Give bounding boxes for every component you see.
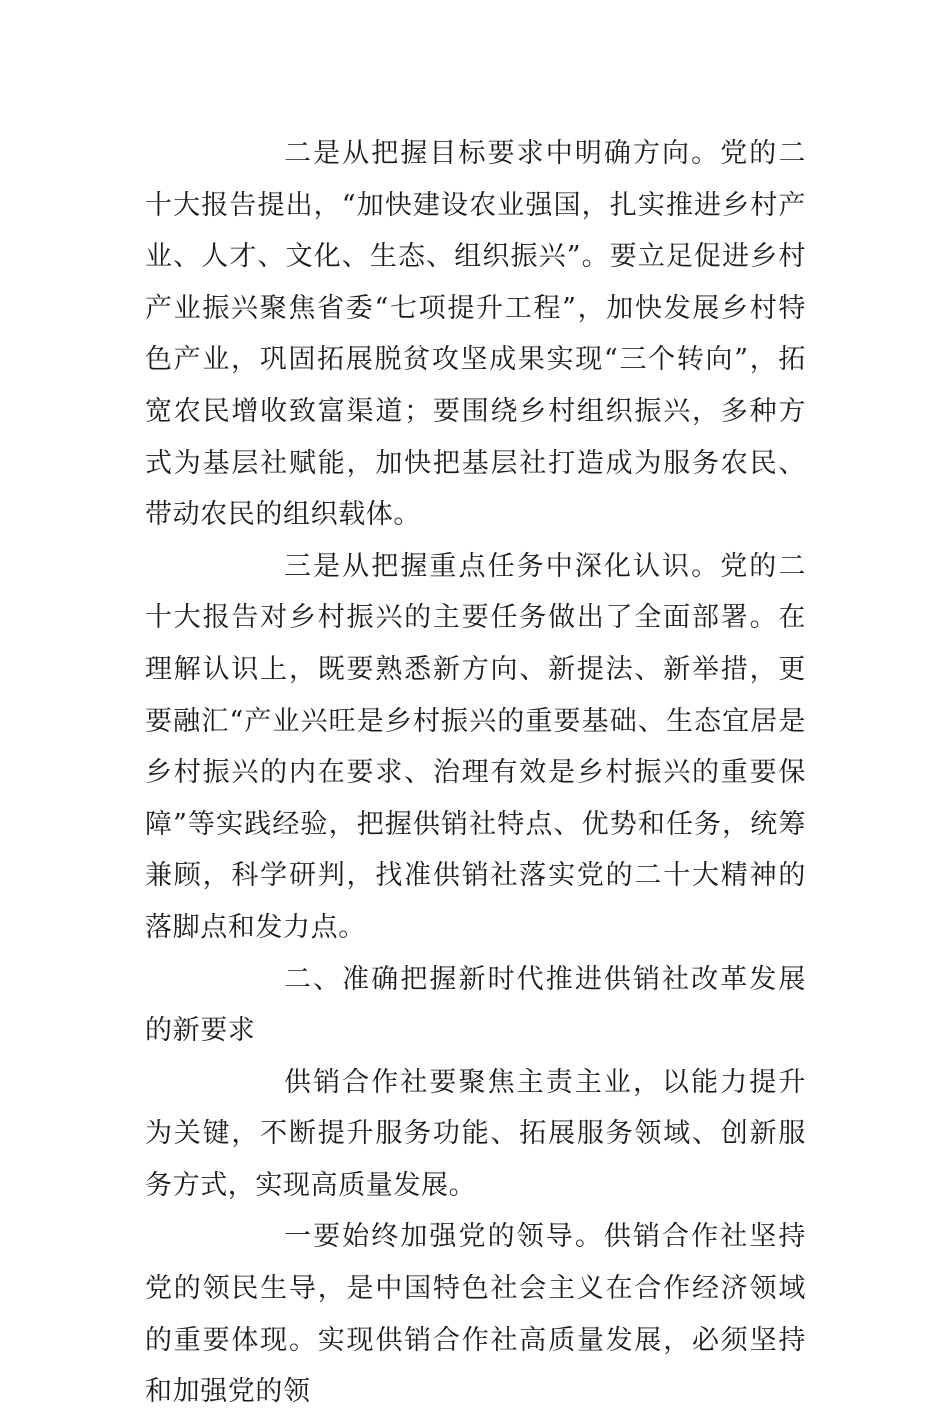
paragraph-party-leadership: 一要始终加强党的领导。供销合作社坚持党的领民生导，是中国特色社会主义在合作经济领域的重要体现。实现供销合作社高质量发展，必须坚持和加强党的领 bbox=[145, 1221, 806, 1408]
paragraph-understanding: 三是从把握重点任务中深化认识。党的二十大报告对乡村振兴的主要任务做出了全面部署。在理解认识上，既要熟悉新方向、新提法、新举措，更要融汇“产业兴旺是乡村振兴的重要基础、生态宜居是乡村振兴的内在要求、治理有效是乡村振兴的重要保障”等实践经验，把握供销社特点、优势和任务，统筹兼顾，科学研判，找准供销社落实党的二十大精神的落脚点和发力点。 bbox=[145, 550, 806, 943]
paragraph-direction: 二是从把握目标要求中明确方向。党的二十大报告提出，“加快建设农业强国，扎实推进乡村产业、人才、文化、生态、组织振兴”。要立足促进乡村产业振兴聚焦省委“七项提升工程”，加快发展乡村特色产业，巩固拓展脱贫攻坚成果实现“三个转向”，拓宽农民增收致富渠道；要围绕乡村组织振兴，多种方式为基层社赋能，加快把基层社打造成为服务农民、带动农民的组织载体。 bbox=[145, 138, 806, 531]
document-body bbox=[145, 128, 806, 1418]
paragraph-overview: 供销合作社要聚焦主责主业，以能力提升为关键，不断提升服务功能、拓展服务领域、创新服务方式，实现高质量发展。 bbox=[145, 1066, 806, 1201]
section-heading: 二、准确把握新时代推进供销社改革发展的新要求 bbox=[145, 963, 806, 1047]
